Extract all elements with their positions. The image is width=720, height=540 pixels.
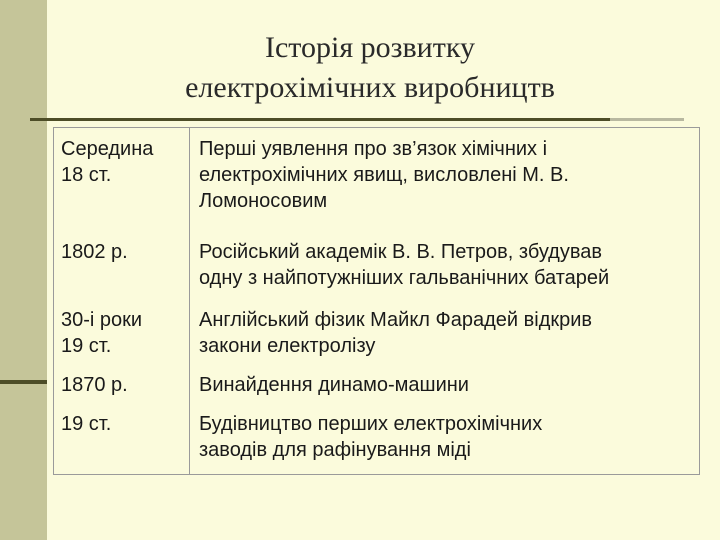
event-cell: Будівництво перших електрохімічних заводів для рафінування міді bbox=[199, 413, 543, 461]
slide-title bbox=[60, 28, 680, 108]
period-cell: Середина 18 ст. bbox=[54, 128, 190, 235]
event-cell: Російський академік В. В. Петров, збудував одну з найпотужніших гальванічних батарей bbox=[199, 241, 610, 289]
table-row bbox=[54, 406, 700, 475]
title-line-1: Історія розвитку bbox=[265, 31, 475, 64]
period-cell: 1870 р. bbox=[54, 367, 190, 406]
event-cell: Перші уявлення про зв’язок хімічних і електрохімічних явищ, висловлені М. В. Ломоносовим bbox=[199, 138, 569, 212]
table-row bbox=[54, 301, 700, 367]
left-decorative-band bbox=[0, 0, 47, 540]
history-table bbox=[53, 127, 700, 475]
title-divider bbox=[30, 118, 684, 121]
event-cell: Англійський фізик Майкл Фарадей відкрив закони електролізу bbox=[199, 309, 593, 357]
left-band-accent bbox=[0, 380, 47, 384]
period-cell: 30-і роки 19 ст. bbox=[54, 301, 190, 367]
event-cell: Винайдення динамо-машини bbox=[199, 374, 469, 396]
title-divider-accent bbox=[610, 118, 684, 121]
table-row bbox=[54, 367, 700, 406]
table-row bbox=[54, 234, 700, 301]
period-cell: 1802 р. bbox=[54, 234, 190, 301]
title-line-2: електрохімічних виробництв bbox=[185, 71, 555, 104]
period-cell: 19 ст. bbox=[54, 406, 190, 475]
table-row bbox=[54, 128, 700, 235]
